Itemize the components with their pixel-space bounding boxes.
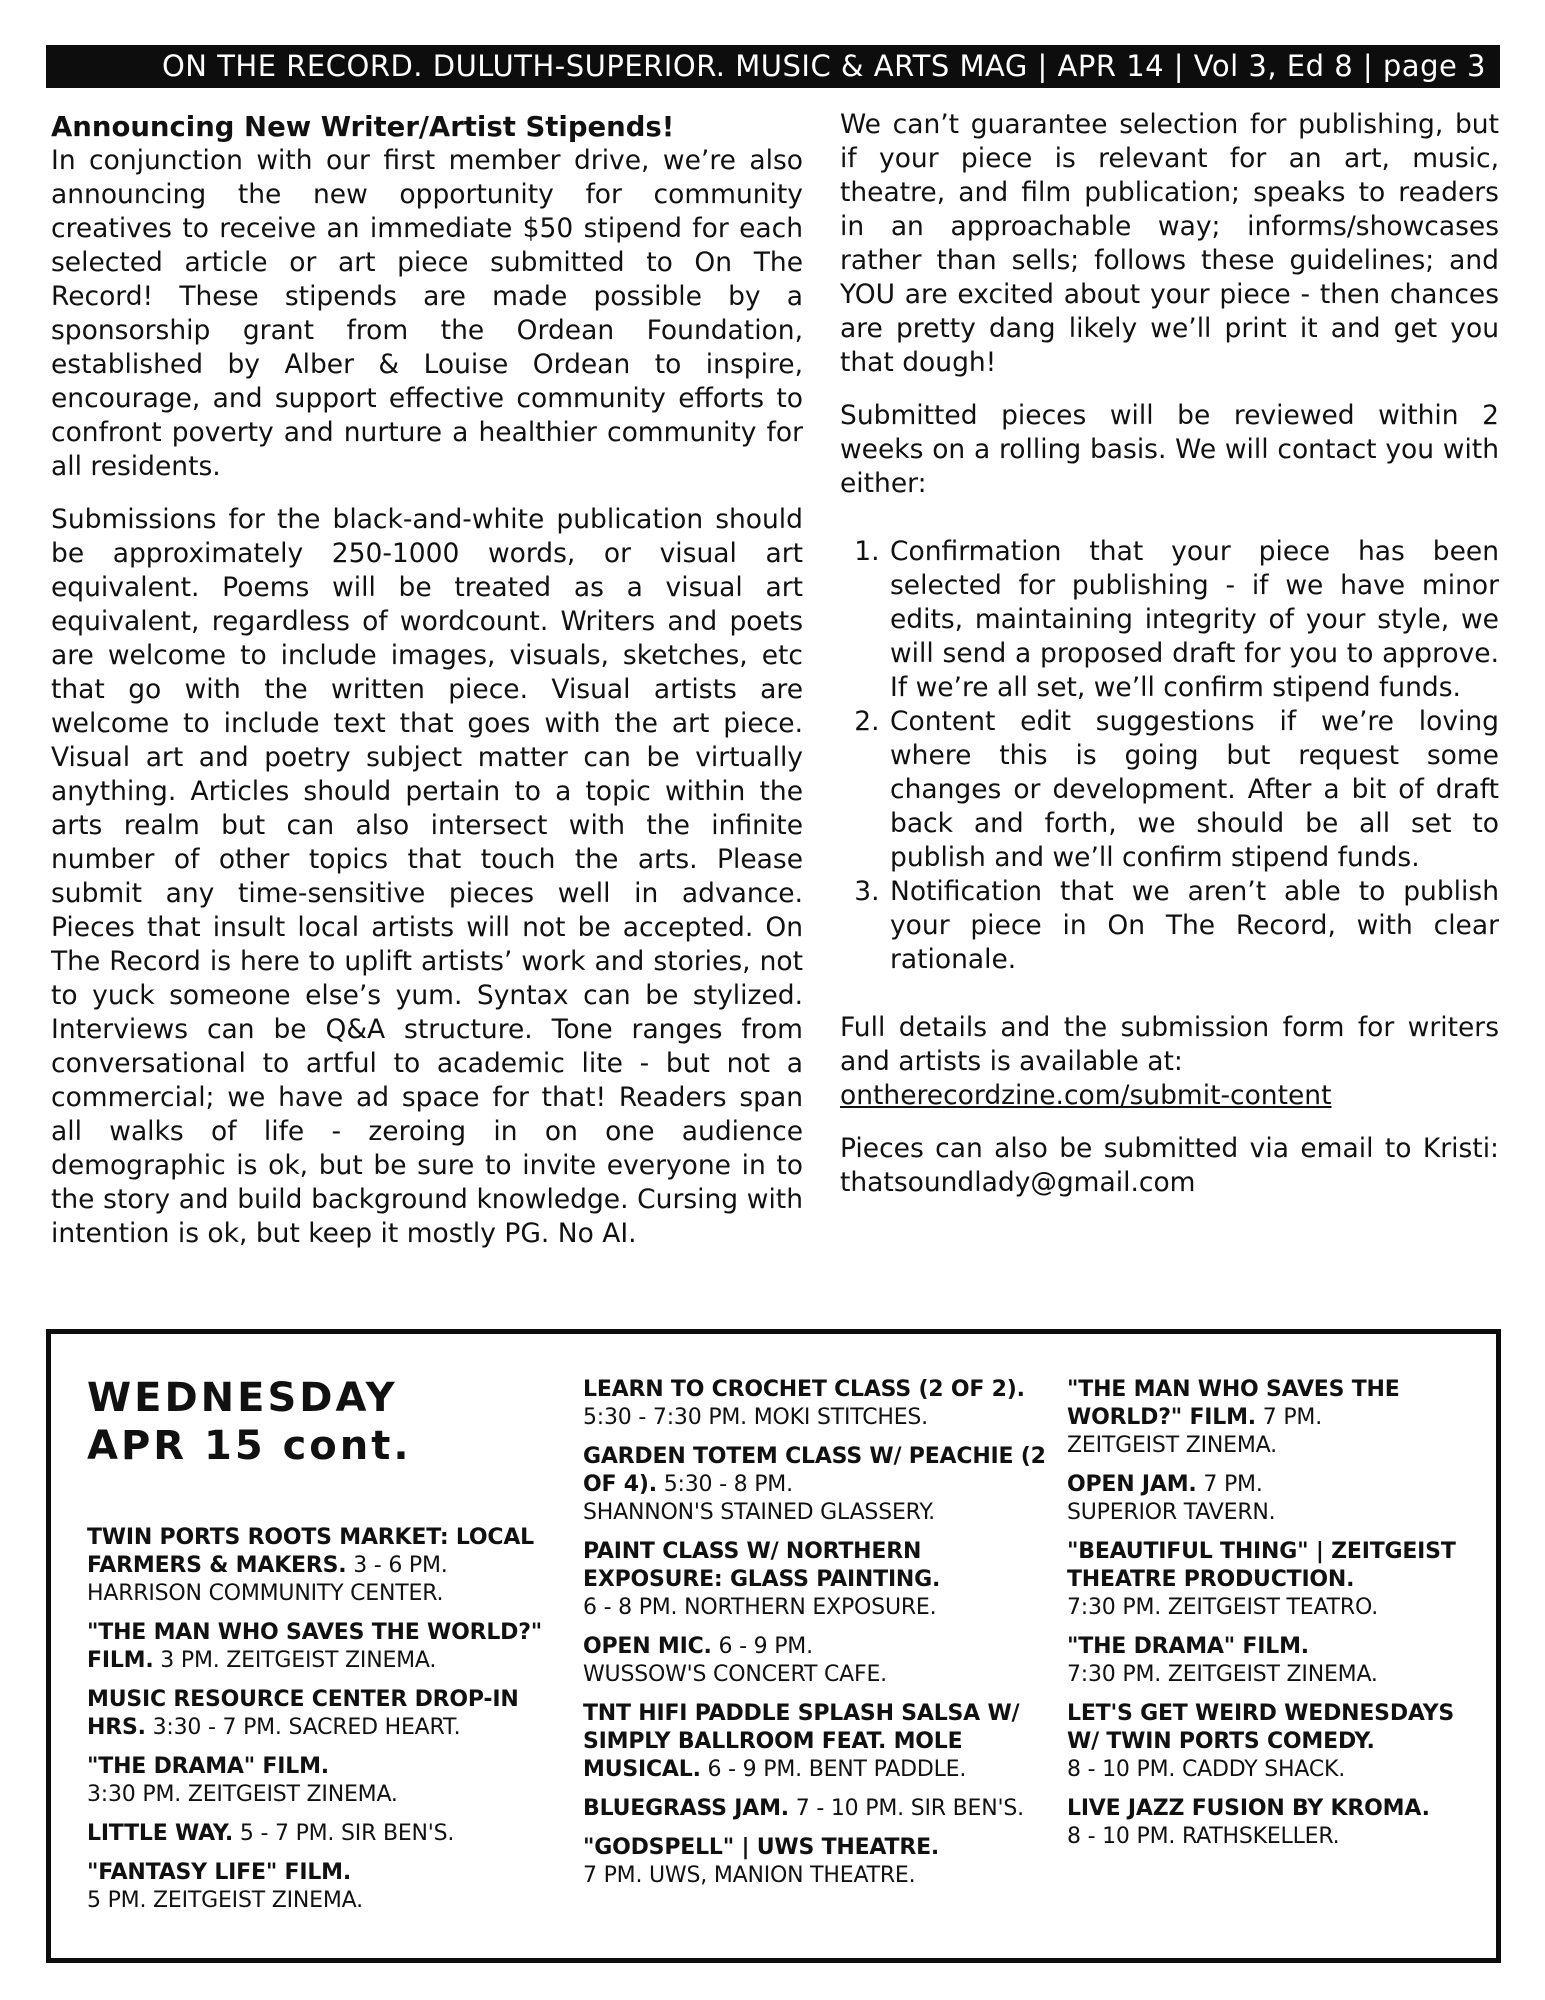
event-title: MUSIC RESOURCE CENTER DROP-IN HRS. xyxy=(87,1687,519,1740)
event-item xyxy=(583,1376,1053,1432)
event-item xyxy=(87,1619,557,1675)
list-item: 3. Notification that we aren’t able to publish your piece in On The Record, with clear rationale. xyxy=(888,875,1499,977)
list-item: 1. Confirmation that your piece has been selected for publishing - if we have minor edits, maintaining integrity of your style, we will send a proposed draft for you to approve. If we’re all set, we’ll confirm stipend funds. xyxy=(888,535,1499,705)
event-venue: 8 - 10 PM. RATHSKELLER. xyxy=(1067,1824,1340,1849)
event-time: 6 - 9 PM. BENT PADDLE. xyxy=(707,1757,967,1782)
event-title: "BEAUTIFUL THING" | ZEITGEIST THEATRE PRODUCTION. xyxy=(1067,1539,1456,1592)
event-time: 7 PM. xyxy=(1203,1472,1263,1497)
event-title: LET'S GET WEIRD WEDNESDAYS W/ TWIN PORTS COMEDY. xyxy=(1067,1701,1454,1754)
event-time: 7 PM. xyxy=(1262,1405,1322,1430)
article-paragraph: In conjunction with our first member drive, we’re also announcing the new opportunity for community creatives to receive an immediate $50 stipend for each selected article or art piece submitted to On The Record! These stipends are made possible by a sponsorship grant from the Ordean Foundation, established by Alber & Louise Ordean to inspire, encourage, and support effective community efforts to confront poverty and nurture a healthier community for all residents. xyxy=(51,145,803,482)
masthead-bar xyxy=(46,45,1500,88)
event-item xyxy=(583,1538,1053,1622)
event-item xyxy=(583,1834,1053,1890)
event-venue: HARRISON COMMUNITY CENTER. xyxy=(87,1581,444,1606)
event-title: GARDEN TOTEM CLASS W/ PEACHIE (2 OF 4). xyxy=(583,1444,1046,1497)
event-time: 5:30 - 8 PM. xyxy=(663,1472,793,1497)
events-box xyxy=(46,1329,1501,1963)
event-venue: ZEITGEIST ZINEMA. xyxy=(1067,1433,1277,1458)
event-item xyxy=(1067,1700,1487,1784)
event-item xyxy=(87,1820,557,1848)
event-item xyxy=(87,1524,557,1608)
article-paragraph: Submitted pieces will be reviewed within 2 weeks on a rolling basis. We will contact you with either: xyxy=(840,400,1499,499)
event-title: OPEN JAM. xyxy=(1067,1472,1197,1497)
event-item xyxy=(1067,1471,1487,1527)
event-item xyxy=(1067,1633,1487,1689)
day-heading xyxy=(87,1374,557,1470)
event-title: "THE MAN WHO SAVES THE WORLD?" FILM. xyxy=(87,1620,543,1673)
event-title: LITTLE WAY. xyxy=(87,1821,234,1846)
event-venue: SUPERIOR TAVERN. xyxy=(1067,1500,1276,1525)
event-title: "GODSPELL" | UWS THEATRE. xyxy=(583,1835,940,1860)
event-item xyxy=(583,1700,1053,1784)
event-venue: 7 PM. UWS, MANION THEATRE. xyxy=(583,1863,916,1888)
event-title: "FANTASY LIFE" FILM. xyxy=(87,1860,352,1885)
event-item xyxy=(1067,1538,1487,1622)
article-paragraph: Submissions for the black-and-white publication should be approximately 250-1000 words, or visual art equivalent. Poems will be treated as a visual art equivalent, regardless of wordcount. Writers and poets are welcome to include images, visuals, sketches, etc that go with the written piece. Visual artists are welcome to include text that goes with the art piece. Visual art and poetry subject matter can be virtually anything. Articles should pertain to a topic within the arts realm but can also intersect with the infinite number of other topics that touch the arts. Please submit any time-sensitive pieces well in advance. Pieces that insult local artists will not be accepted. On The Record is here to uplift artists’ work and stories, not to yuck someone else’s yum. Syntax can be stylized. Interviews can be Q&A structure. Tone ranges from conversational to artful to academic lite - but not a commercial; we have ad space for that! Readers span all walks of life - zeroing in on one audience demographic is ok, but be sure to invite everyone in to the story and build background knowledge. Cursing with intention is ok, but keep it mostly PG. No AI. xyxy=(51,504,803,1249)
event-item xyxy=(583,1443,1053,1527)
details-paragraph xyxy=(840,1011,1499,1113)
event-venue: 6 - 8 PM. NORTHERN EXPOSURE. xyxy=(583,1595,937,1620)
event-title: "THE DRAMA" FILM. xyxy=(87,1754,329,1779)
event-time: 6 - 9 PM. xyxy=(718,1634,813,1659)
email-paragraph: Pieces can also be submitted via email to Kristi: thatsoundlady@gmail.com xyxy=(840,1133,1499,1198)
event-title: OPEN MIC. xyxy=(583,1634,712,1659)
day-heading-line1: WEDNESDAY xyxy=(87,1375,398,1421)
event-venue: 3:30 PM. ZEITGEIST ZINEMA. xyxy=(87,1782,398,1807)
article-paragraph: We can’t guarantee selection for publishing, but if your piece is relevant for an art, music, theatre, and film publication; speaks to readers in an approachable way; informs/showcases rather than sells; follows these guidelines; and YOU are excited about your piece - then chances are pretty dang likely we’ll print it and get you that dough! xyxy=(840,109,1499,378)
event-title: "THE MAN WHO SAVES THE WORLD?" FILM. xyxy=(1067,1377,1400,1430)
event-venue: 5:30 - 7:30 PM. MOKI STITCHES. xyxy=(583,1405,928,1430)
event-title: BLUEGRASS JAM. xyxy=(583,1796,789,1821)
event-item xyxy=(1067,1795,1487,1851)
event-venue: WUSSOW'S CONCERT CAFE. xyxy=(583,1662,887,1687)
submit-content-link[interactable]: ontherecordzine.com/submit-content xyxy=(840,1080,1332,1111)
event-venue: 7:30 PM. ZEITGEIST TEATRO. xyxy=(1067,1595,1378,1620)
event-venue: SHANNON'S STAINED GLASSERY. xyxy=(583,1500,935,1525)
event-time: 7 - 10 PM. SIR BEN'S. xyxy=(795,1796,1024,1821)
event-time: 3:30 - 7 PM. SACRED HEART. xyxy=(152,1715,461,1740)
event-item xyxy=(87,1753,557,1809)
event-venue: 8 - 10 PM. CADDY SHACK. xyxy=(1067,1757,1346,1782)
event-item xyxy=(583,1633,1053,1689)
events-column-2 xyxy=(583,1376,1053,1901)
event-time: 5 - 7 PM. SIR BEN'S. xyxy=(239,1821,455,1846)
article-left-column xyxy=(51,110,803,1270)
event-item xyxy=(583,1795,1053,1823)
event-item xyxy=(1067,1376,1487,1460)
masthead-text: ON THE RECORD. DULUTH-SUPERIOR. MUSIC & ARTS MAG | APR 14 | Vol 3, Ed 8 | page 3 xyxy=(161,49,1486,83)
event-venue: 7:30 PM. ZEITGEIST ZINEMA. xyxy=(1067,1662,1378,1687)
event-title: PAINT CLASS W/ NORTHERN EXPOSURE: GLASS PAINTING. xyxy=(583,1539,941,1592)
day-heading-line2: APR 15 cont. xyxy=(87,1423,412,1469)
article-title: Announcing New Writer/Artist Stipends! xyxy=(51,111,675,143)
event-item xyxy=(87,1686,557,1742)
event-title: TNT HIFI PADDLE SPLASH SALSA W/ SIMPLY BALLROOM FEAT. MOLE MUSICAL. xyxy=(583,1701,1020,1782)
event-title: LIVE JAZZ FUSION BY KROMA. xyxy=(1067,1796,1430,1821)
events-column-1 xyxy=(87,1374,557,1926)
event-venue: 5 PM. ZEITGEIST ZINEMA. xyxy=(87,1888,363,1913)
article-right-column xyxy=(840,110,1499,1219)
event-time: 3 - 6 PM. xyxy=(353,1553,448,1578)
event-time: 3 PM. ZEITGEIST ZINEMA. xyxy=(160,1648,437,1673)
event-title: TWIN PORTS ROOTS MARKET: LOCAL FARMERS & MAKERS. xyxy=(87,1525,534,1578)
event-title: "THE DRAMA" FILM. xyxy=(1067,1634,1309,1659)
event-item xyxy=(87,1859,557,1915)
event-title: LEARN TO CROCHET CLASS (2 OF 2). xyxy=(583,1377,1025,1402)
response-list xyxy=(840,535,1499,977)
events-column-3 xyxy=(1067,1376,1487,1862)
details-text: Full details and the submission form for writers and artists is available at: xyxy=(840,1012,1499,1077)
list-item: 2. Content edit suggestions if we’re loving where this is going but request some changes or development. After a bit of draft back and forth, we should be all set to publish and we’ll confirm stipend funds. xyxy=(888,705,1499,875)
